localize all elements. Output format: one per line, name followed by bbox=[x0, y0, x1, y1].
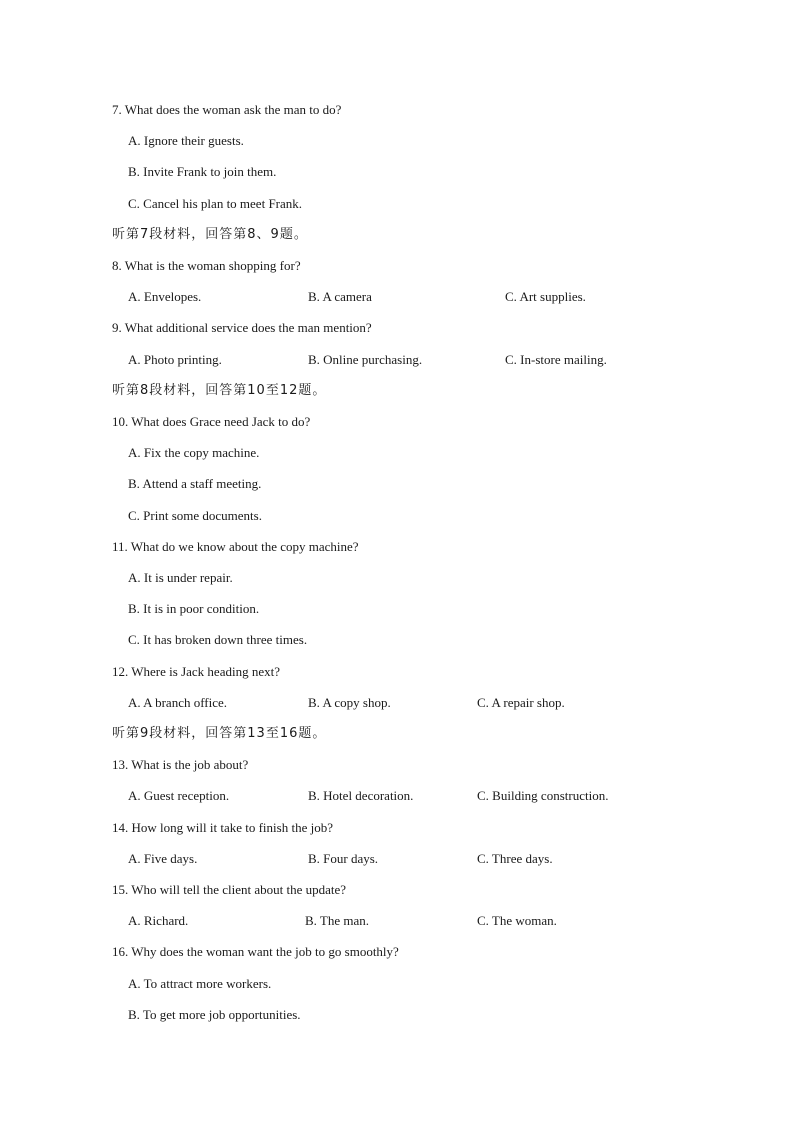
question-11-stem: 11. What do we know about the copy machine? bbox=[112, 539, 359, 554]
question-12-option-c: C. A repair shop. bbox=[477, 695, 565, 710]
question-13-option-b: B. Hotel decoration. bbox=[308, 788, 414, 803]
question-12-stem: 12. Where is Jack heading next? bbox=[112, 664, 280, 679]
question-11-option-b: B. It is in poor condition. bbox=[128, 601, 260, 616]
question-10-option-a: A. Fix the copy machine. bbox=[128, 445, 260, 460]
question-9-option-c: C. In-store mailing. bbox=[505, 352, 607, 367]
question-9-option-a: A. Photo printing. bbox=[128, 352, 222, 367]
question-15-option-c: C. The woman. bbox=[477, 913, 557, 928]
question-11-option-a: A. It is under repair. bbox=[128, 570, 233, 585]
section-heading-7: 听第7段材料，回答第8、9题。 bbox=[112, 227, 308, 242]
question-13-option-a: A. Guest reception. bbox=[128, 788, 230, 803]
question-14-option-a: A. Five days. bbox=[128, 851, 198, 866]
question-15-option-a: A. Richard. bbox=[128, 913, 189, 928]
question-8-option-a: A. Envelopes. bbox=[128, 289, 202, 304]
question-15-option-b: B. The man. bbox=[305, 913, 370, 928]
question-7-option-c: C. Cancel his plan to meet Frank. bbox=[128, 196, 303, 211]
question-7-option-a: A. Ignore their guests. bbox=[128, 133, 244, 148]
question-10-stem: 10. What does Grace need Jack to do? bbox=[112, 414, 311, 429]
question-7-option-b: B. Invite Frank to join them. bbox=[128, 164, 277, 179]
question-14-option-c: C. Three days. bbox=[477, 851, 553, 866]
question-12-option-b: B. A copy shop. bbox=[308, 695, 391, 710]
question-9-option-b: B. Online purchasing. bbox=[308, 352, 423, 367]
section-heading-8: 听第8段材料，回答第10至12题。 bbox=[112, 383, 327, 398]
question-9-stem: 9. What additional service does the man mention? bbox=[112, 320, 372, 335]
question-13-stem: 13. What is the job about? bbox=[112, 757, 249, 772]
question-10-option-b: B. Attend a staff meeting. bbox=[128, 476, 262, 491]
question-11-option-c: C. It has broken down three times. bbox=[128, 632, 308, 647]
question-10-option-c: C. Print some documents. bbox=[128, 508, 262, 523]
question-14-stem: 14. How long will it take to finish the job? bbox=[112, 820, 333, 835]
question-16-option-a: A. To attract more workers. bbox=[128, 976, 272, 991]
question-13-option-c: C. Building construction. bbox=[477, 788, 609, 803]
question-15-stem: 15. Who will tell the client about the update? bbox=[112, 882, 347, 897]
question-8-option-b: B. A camera bbox=[308, 289, 372, 304]
section-heading-9: 听第9段材料，回答第13至16题。 bbox=[112, 726, 327, 741]
question-16-option-b: B. To get more job opportunities. bbox=[128, 1007, 301, 1022]
question-12-option-a: A. A branch office. bbox=[128, 695, 228, 710]
question-14-option-b: B. Four days. bbox=[308, 851, 379, 866]
question-16-stem: 16. Why does the woman want the job to go smoothly? bbox=[112, 944, 399, 959]
question-8-option-c: C. Art supplies. bbox=[505, 289, 586, 304]
question-7-stem: 7. What does the woman ask the man to do? bbox=[112, 102, 342, 117]
question-8-stem: 8. What is the woman shopping for? bbox=[112, 258, 301, 273]
